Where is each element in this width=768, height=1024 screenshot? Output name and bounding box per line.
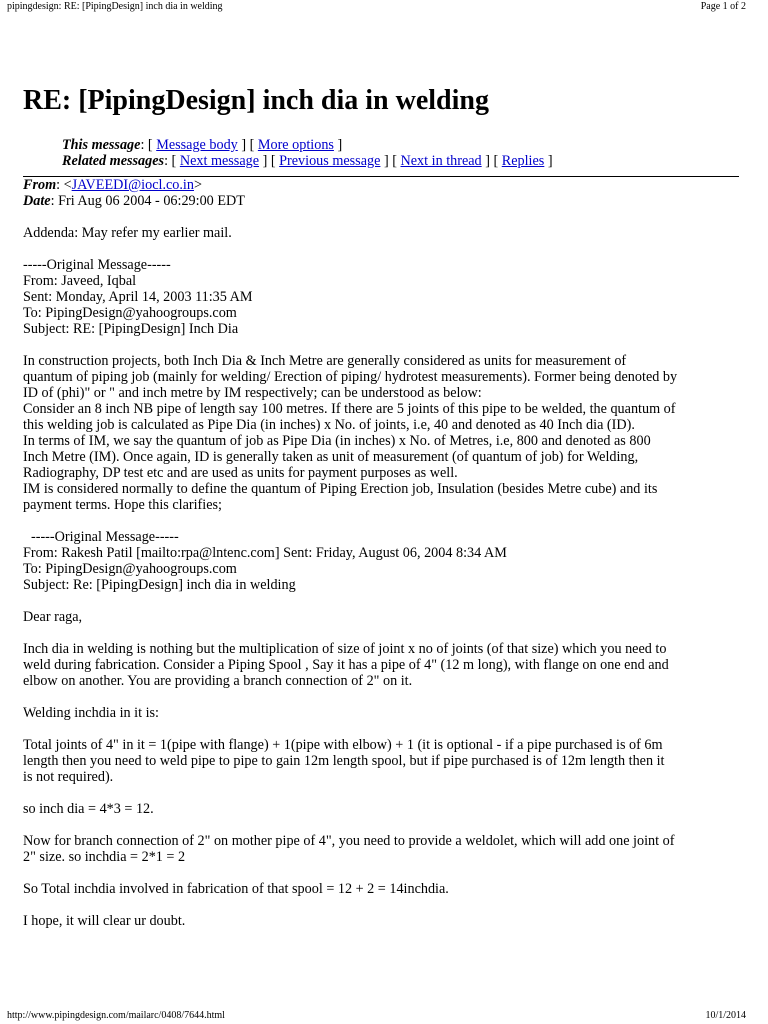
related-messages-label: Related messages	[62, 153, 165, 169]
message-body-link[interactable]: Message body	[156, 137, 238, 153]
from-row: From: <JAVEEDI@iocl.co.in>	[23, 177, 202, 193]
related-messages-row: Related messages: [ Next message ] [ Previous message ] [ Next in thread ] [ Replies ]	[62, 153, 553, 169]
next-in-thread-link[interactable]: Next in thread	[400, 153, 482, 169]
paragraph-inch-dia	[23, 641, 739, 689]
para3-line: length then you need to weld pipe to pipe to gain 12m length spool, but if pipe purchased is of 12m length then it	[23, 753, 665, 769]
para3-line: is not required).	[23, 769, 114, 785]
para2-line: elbow on another. You are providing a branch connection of 2" on it.	[23, 673, 413, 689]
more-options-link[interactable]: More options	[257, 137, 334, 153]
original-message-1	[23, 257, 739, 337]
message-nav	[62, 137, 739, 169]
original-message-2	[23, 529, 739, 593]
para1-line: In terms of IM, we say the quantum of job as Pipe Dia (in inches) x No. of Metres, i.e, 800 and denoted as 800	[23, 433, 651, 449]
orig2-line: Subject: Re: [PipingDesign] inch dia in welding	[23, 577, 296, 593]
para1-line: ID of (phi)" or " and inch metre by IM respectively; can be understood as below:	[23, 385, 482, 401]
para1-line: In construction projects, both Inch Dia & Inch Metre are generally considered as units for measurement of	[23, 353, 627, 369]
closing-line: I hope, it will clear ur doubt.	[23, 913, 186, 929]
from-email-link[interactable]: JAVEEDI@iocl.co.in	[71, 177, 194, 193]
para1-line: Consider an 8 inch NB pipe of length say 100 metres. If there are 5 joints of this pipe to be welded, the quantum of	[23, 401, 676, 417]
paragraph-total-joints	[23, 737, 739, 785]
print-header-page: Page 1 of 2	[700, 1, 746, 12]
print-footer-date: 10/1/2014	[705, 1010, 746, 1021]
para1-line: payment terms. Hope this clarifies;	[23, 497, 222, 513]
para1-line: IM is considered normally to define the quantum of Piping Erection job, Insulation (besides Metre cube) and its	[23, 481, 658, 497]
orig1-line: From: Javeed, Iqbal	[23, 273, 137, 289]
print-header	[7, 0, 746, 14]
this-message-row: This message: [ Message body ] [ More options ]	[62, 137, 343, 153]
para1-line: Inch Metre (IM). Once again, ID is generally taken as unit of measurement (of quantum of job) for Welding,	[23, 449, 639, 465]
para2-line: Inch dia in welding is nothing but the multiplication of size of joint x no of joints (of that size) which you need to	[23, 641, 667, 657]
para4-line: 2" size. so inchdia = 2*1 = 2	[23, 849, 186, 865]
para1-line: quantum of piping job (mainly for welding/ Erection of piping/ hydrotest measurements). Former being denoted by	[23, 369, 678, 385]
para1-line: Radiography, DP test etc and are used as units for payment purposes as well.	[23, 465, 458, 481]
orig1-line: Subject: RE: [PipingDesign] Inch Dia	[23, 321, 239, 337]
date-label: Date	[23, 193, 51, 209]
print-header-title: pipingdesign: RE: [PipingDesign] inch dia in welding	[7, 1, 223, 12]
orig2-line: To: PipingDesign@yahoogroups.com	[23, 561, 237, 577]
next-message-link[interactable]: Next message	[179, 153, 260, 169]
addenda-line: Addenda: May refer my earlier mail.	[23, 225, 232, 241]
paragraph-branch	[23, 833, 739, 865]
from-label: From	[23, 177, 57, 193]
paragraph-units	[23, 353, 739, 513]
orig2-line: -----Original Message-----	[31, 529, 179, 545]
para2-line: weld during fabrication. Consider a Piping Spool , Say it has a pipe of 4" (12 m long), with flange on one end and	[23, 657, 669, 673]
date-row: Date: Fri Aug 06 2004 - 06:29:00 EDT	[23, 193, 245, 209]
orig1-line: -----Original Message-----	[23, 257, 171, 273]
total-line: So Total inchdia involved in fabrication of that spool = 12 + 2 = 14inchdia.	[23, 881, 449, 897]
orig1-line: Sent: Monday, April 14, 2003 11:35 AM	[23, 289, 253, 305]
orig1-line: To: PipingDesign@yahoogroups.com	[23, 305, 237, 321]
para3-line: Total joints of 4" in it = 1(pipe with flange) + 1(pipe with elbow) + 1 (it is optional - if a pipe purchased is of 6m	[23, 737, 663, 753]
print-footer-url: http://www.pipingdesign.com/mailarc/0408/7644.html	[7, 1010, 225, 1021]
previous-message-link[interactable]: Previous message	[279, 153, 381, 169]
greeting: Dear raga,	[23, 609, 83, 625]
calc-inch-dia: so inch dia = 4*3 = 12.	[23, 801, 154, 817]
date-value: Fri Aug 06 2004 - 06:29:00 EDT	[58, 193, 245, 209]
this-message-label: This message	[62, 137, 141, 153]
para4-line: Now for branch connection of 2" on mother pipe of 4", you need to provide a weldolet, which will add one joint of	[23, 833, 675, 849]
print-footer	[7, 1008, 746, 1024]
welding-line: Welding inchdia in it is:	[23, 705, 159, 721]
orig2-line: From: Rakesh Patil [mailto:rpa@lntenc.com] Sent: Friday, August 06, 2004 8:34 AM	[23, 545, 507, 561]
message-meta	[23, 177, 739, 209]
message-content	[23, 84, 739, 929]
replies-link[interactable]: Replies	[501, 153, 545, 169]
page-title: RE: [PipingDesign] inch dia in welding	[23, 85, 489, 116]
para1-line: this welding job is calculated as Pipe Dia (in inches) x No. of joints, i.e, 40 and denoted as 40 Inch dia (ID).	[23, 417, 635, 433]
